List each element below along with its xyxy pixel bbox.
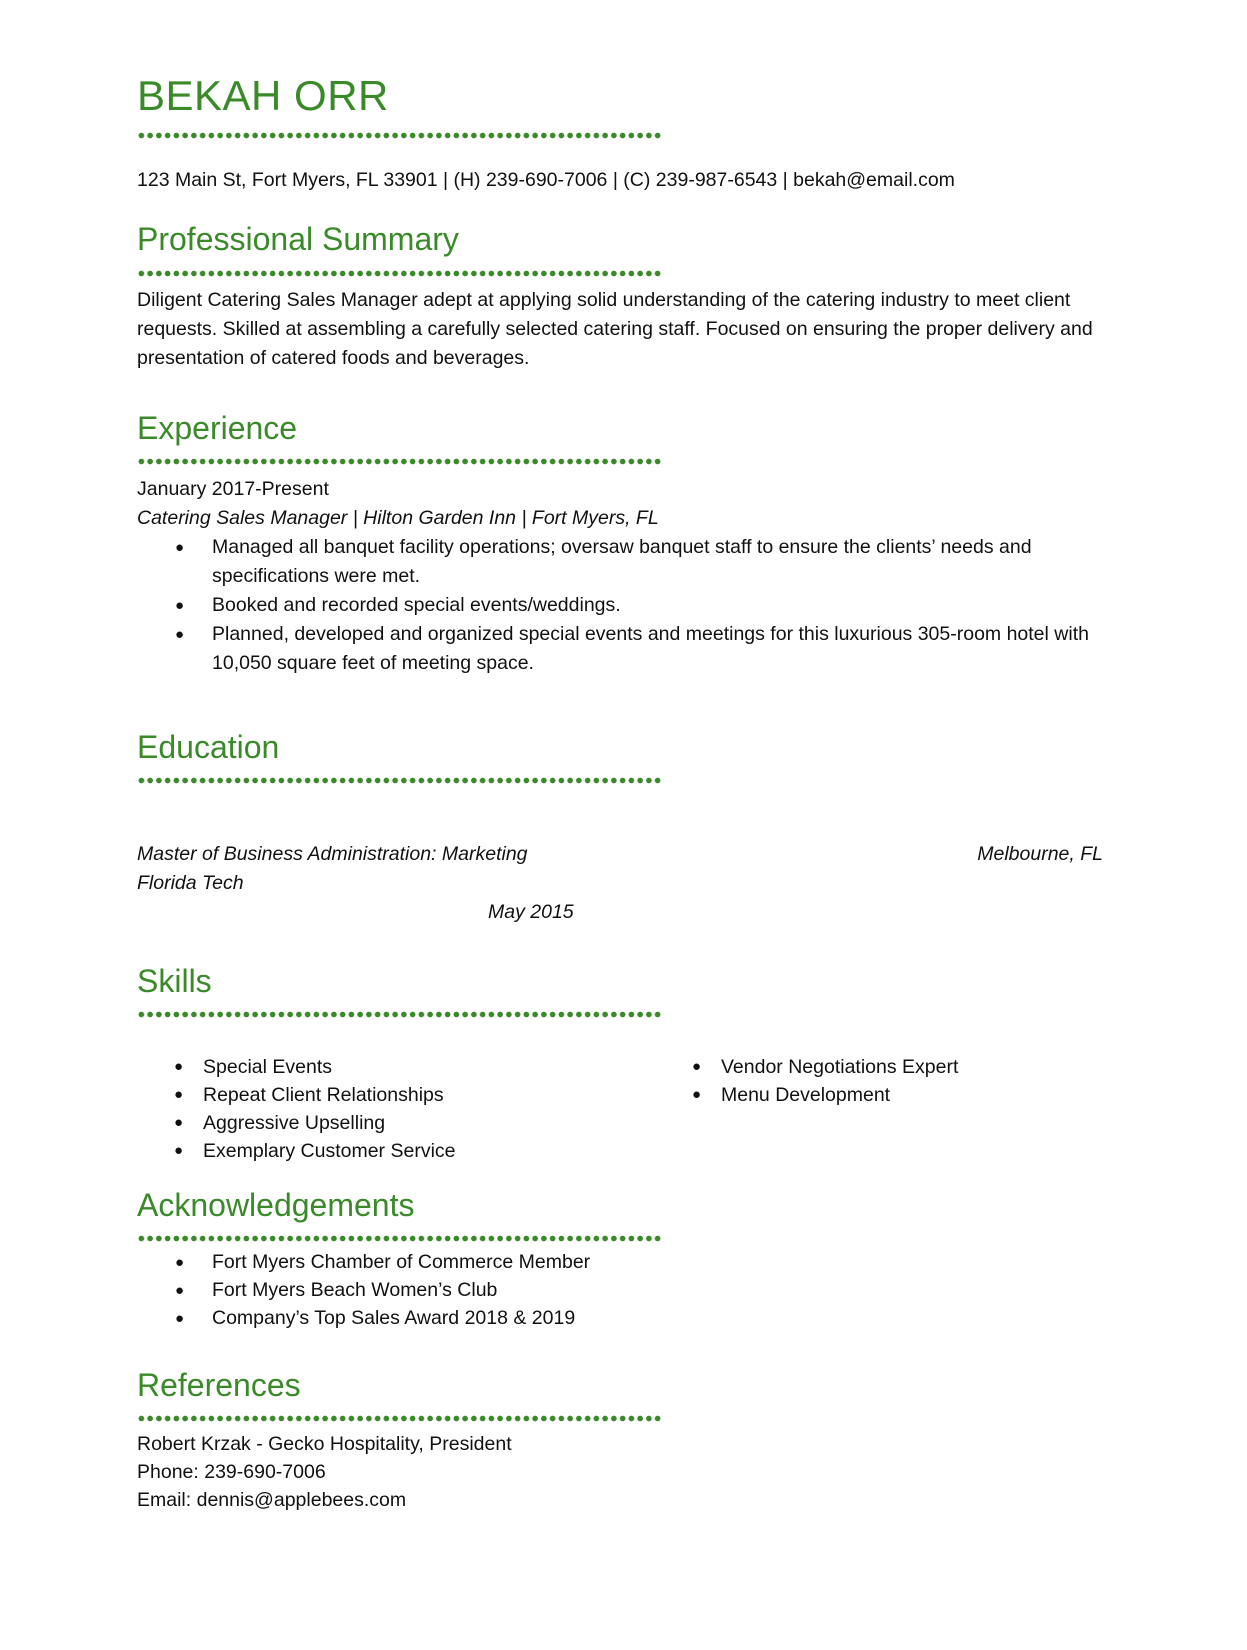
skill-item: ● Menu Development [655, 1081, 1135, 1109]
summary-heading: Professional Summary [137, 221, 459, 257]
graduation-date: May 2015 [488, 901, 574, 923]
name-divider [137, 132, 661, 139]
summary-divider [137, 270, 661, 277]
school-name: Florida Tech [137, 872, 244, 894]
experience-bullet: ● Managed all banquet facility operations; oversaw banquet staff to ensure the clients’ needs and specifications were met. [137, 533, 1107, 591]
reference-email: Email: dennis@applebees.com [137, 1489, 407, 1511]
education-divider [137, 777, 661, 784]
degree: Master of Business Administration: Marketing [137, 843, 528, 865]
experience-bullet: ● Booked and recorded special events/weddings. [137, 591, 1107, 620]
references-divider [137, 1415, 661, 1422]
candidate-name: BEKAH ORR [137, 72, 389, 119]
skills-column-1 [137, 1053, 637, 1165]
acknowledgements-divider [137, 1235, 661, 1242]
reference-name: Robert Krzak - Gecko Hospitality, President [137, 1433, 512, 1455]
acknowledgement-item: ● Fort Myers Chamber of Commerce Member [137, 1248, 1037, 1276]
skills-column-2 [655, 1053, 1135, 1109]
experience-heading: Experience [137, 410, 298, 446]
experience-bullet: ● Planned, developed and organized special events and meetings for this luxurious 305-room hotel with 10,050 square feet of meeting space. [137, 620, 1107, 678]
acknowledgements-list [137, 1248, 1037, 1332]
references-heading: References [137, 1367, 301, 1403]
job-dates: January 2017-Present [137, 478, 329, 500]
skill-item: ● Repeat Client Relationships [137, 1081, 637, 1109]
skill-item: ● Special Events [137, 1053, 637, 1081]
experience-bullets [137, 533, 1107, 678]
experience-divider [137, 458, 661, 465]
skill-item: ● Aggressive Upselling [137, 1109, 637, 1137]
acknowledgement-item: ● Fort Myers Beach Women’s Club [137, 1276, 1037, 1304]
contact-info: 123 Main St, Fort Myers, FL 33901 | (H) 239-690-7006 | (C) 239-987-6543 | bekah@email.com [137, 169, 955, 191]
reference-phone: Phone: 239-690-7006 [137, 1461, 326, 1483]
acknowledgement-item: ● Company’s Top Sales Award 2018 & 2019 [137, 1304, 1037, 1332]
skills-heading: Skills [137, 963, 212, 999]
skill-item: ● Exemplary Customer Service [137, 1137, 637, 1165]
acknowledgements-heading: Acknowledgements [137, 1187, 415, 1223]
skills-divider [137, 1011, 661, 1018]
skill-item: ● Vendor Negotiations Expert [655, 1053, 1135, 1081]
summary-text: Diligent Catering Sales Manager adept at applying solid understanding of the catering industry to meet client requests. Skilled at assembling a carefully selected catering staff. Focused on ensuring the proper delivery and presentation of catered foods and beverages. [137, 289, 1093, 369]
education-heading: Education [137, 729, 280, 765]
education-location: Melbourne, FL [977, 843, 1103, 865]
job-role: Catering Sales Manager | Hilton Garden Inn | Fort Myers, FL [137, 507, 659, 529]
